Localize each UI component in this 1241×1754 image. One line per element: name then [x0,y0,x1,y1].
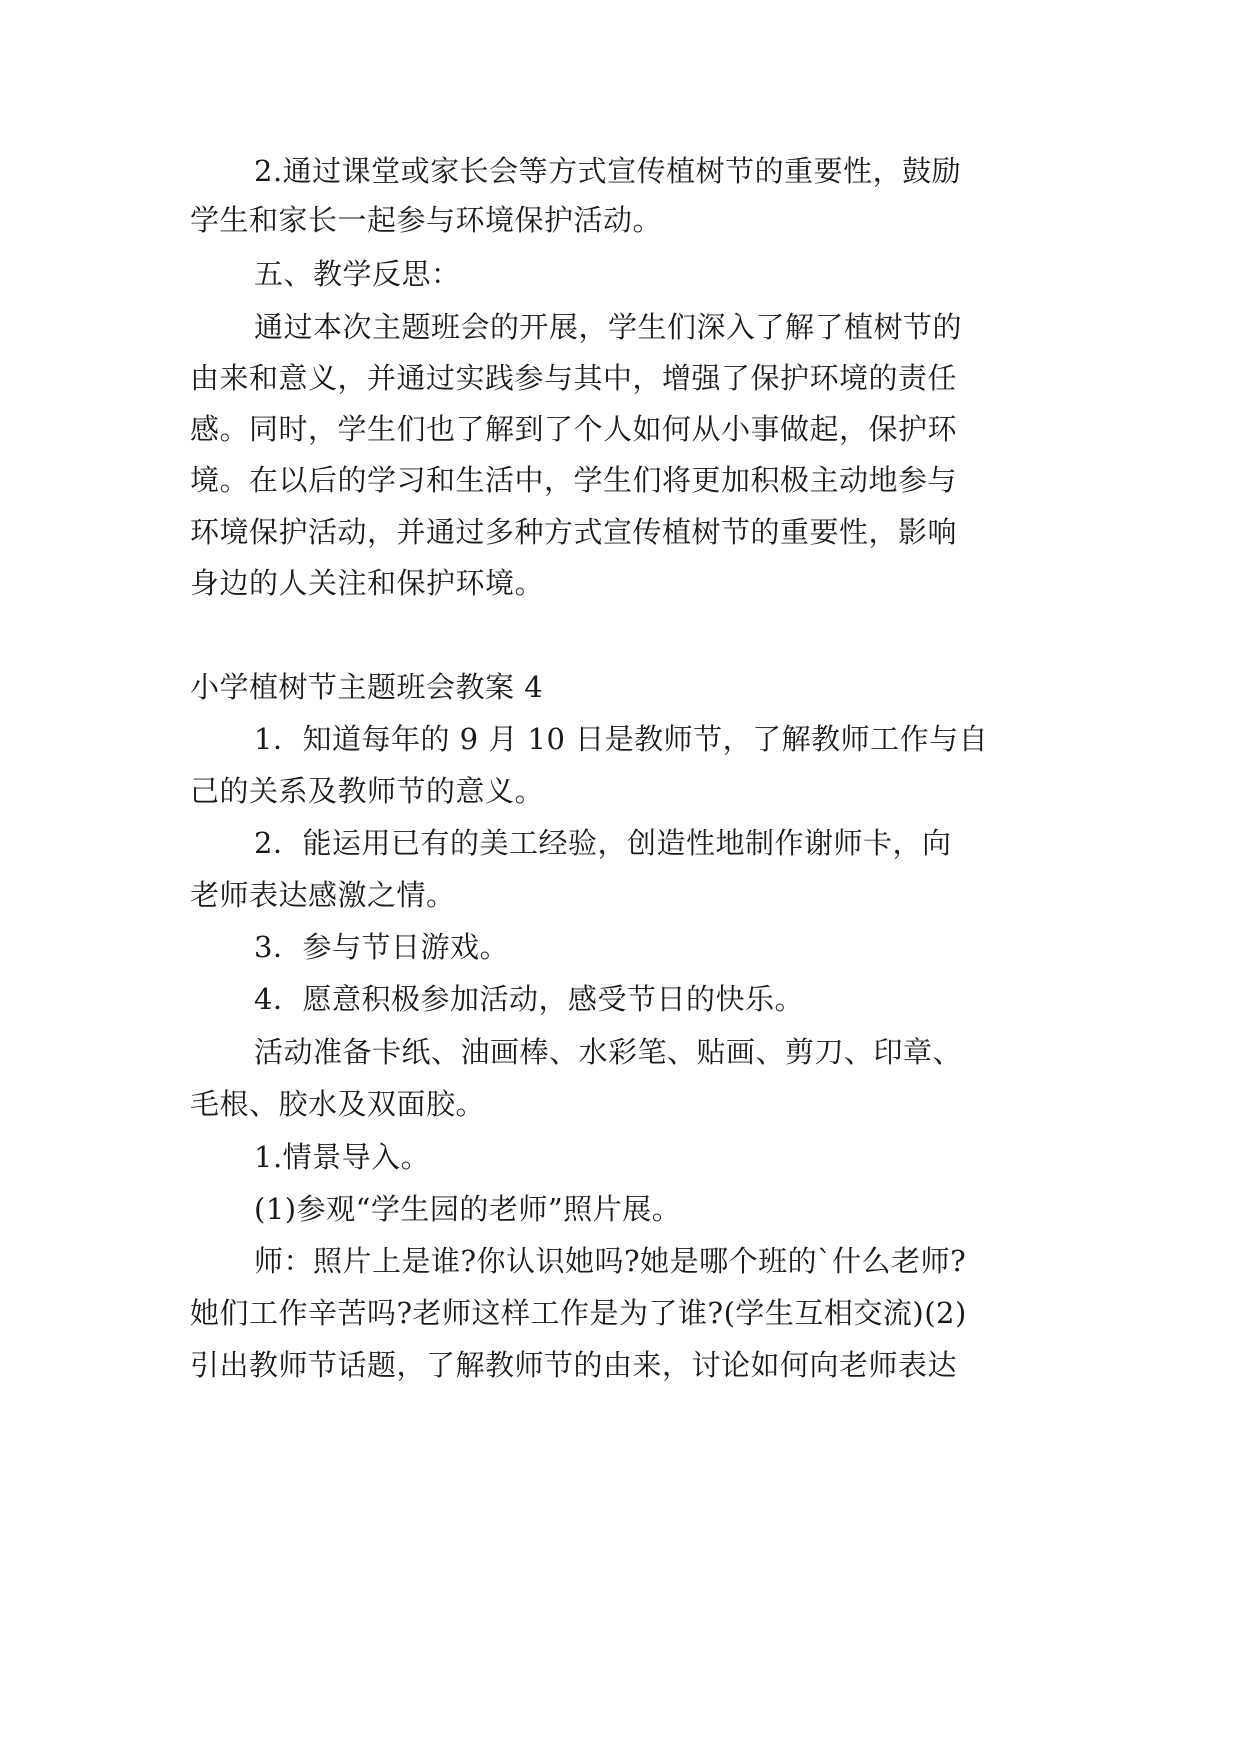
paragraph-reflection-line-6: 身边的人关注和保护环境。 [190,566,545,600]
paragraph-promotion-line-2: 学生和家长一起参与环境保护活动。 [190,203,663,237]
paragraph-reflection-line-1: 通过本次主题班会的开展，学生们深入了解了植树节的 [254,310,963,344]
goal-3: 3．参与节日游戏。 [254,930,509,964]
goal-2-line-1: 2．能运用已有的美工经验，创造性地制作谢师卡，向 [254,826,952,860]
goal-4: 4．愿意积极参加活动，感受节日的快乐。 [254,982,804,1016]
step-1-sub-1: (1)参观“学生园的老师”照片展。 [254,1192,682,1226]
paragraph-reflection-line-3: 感。同时，学生们也了解到了个人如何从小事做起，保护环 [190,412,958,446]
heading-reflection: 五、教学反思： [254,257,461,291]
teacher-talk-line-1: 师：照片上是谁?你认识她吗?她是哪个班的`什么老师? [254,1244,967,1278]
paragraph-reflection-line-2: 由来和意义，并通过实践参与其中，增强了保护环境的责任 [190,361,958,395]
preparation-line-1: 活动准备卡纸、油画棒、水彩笔、贴画、剪刀、印章、 [254,1035,963,1069]
paragraph-reflection-line-4: 境。在以后的学习和生活中，学生们将更加积极主动地参与 [190,463,958,497]
goal-1-line-1: 1．知道每年的 9 月 10 日是教师节，了解教师工作与自 [254,722,989,756]
step-1: 1.情景导入。 [254,1140,431,1174]
section-title: 小学植树节主题班会教案 4 [190,670,544,704]
paragraph-reflection-line-5: 环境保护活动，并通过多种方式宣传植树节的重要性，影响 [190,515,958,549]
teacher-talk-line-2: 她们工作辛苦吗?老师这样工作是为了谁?(学生互相交流)(2) [190,1296,967,1330]
teacher-talk-line-3: 引出教师节话题，了解教师节的由来，讨论如何向老师表达 [190,1348,958,1382]
paragraph-promotion-line-1: 2.通过课堂或家长会等方式宣传植树节的重要性，鼓励 [254,154,962,188]
goal-2-line-2: 老师表达感激之情。 [190,878,456,912]
preparation-line-2: 毛根、胶水及双面胶。 [190,1087,486,1121]
goal-1-line-2: 己的关系及教师节的意义。 [190,774,545,808]
